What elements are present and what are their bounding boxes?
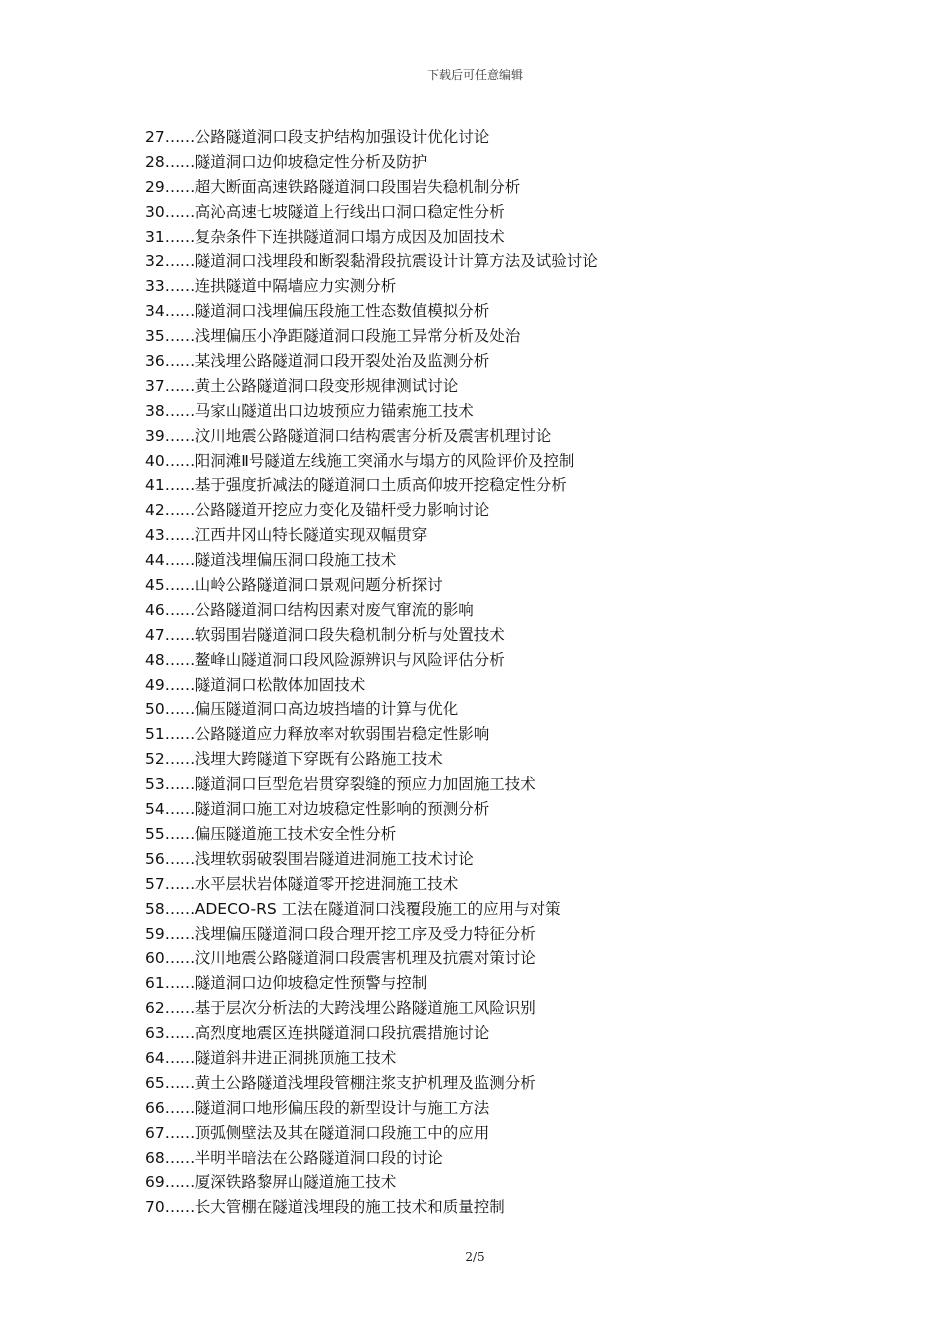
item-number: 31: [145, 227, 165, 246]
item-separator: ……: [164, 451, 195, 470]
item-number: 47: [145, 625, 165, 644]
list-item: [145, 449, 865, 474]
item-number: 70: [145, 1198, 165, 1217]
item-number: 42: [145, 501, 165, 520]
item-separator: ……: [164, 974, 195, 993]
list-item: [145, 847, 865, 872]
item-number: 27: [145, 128, 165, 146]
item-title: 汶川地震公路隧道洞口段震害机理及抗震对策讨论: [194, 949, 536, 968]
item-separator: ……: [164, 650, 195, 669]
item-title: 厦深铁路黎屏山隧道施工技术: [194, 1173, 397, 1192]
item-title: 公路隧道洞口段支护结构加强设计优化讨论: [194, 128, 490, 146]
item-title: 隧道洞口施工对边坡稳定性影响的预测分析: [194, 800, 490, 819]
item-separator: ……: [164, 874, 195, 893]
item-separator: ……: [164, 526, 195, 545]
item-separator: ……: [164, 1073, 195, 1092]
list-item: [145, 473, 865, 498]
item-separator: ……: [164, 177, 195, 196]
item-separator: ……: [164, 999, 195, 1018]
item-separator: ……: [164, 1198, 195, 1217]
item-separator: ……: [164, 700, 195, 719]
list-item: [145, 922, 865, 947]
item-number: 61: [145, 974, 165, 993]
list-item: [145, 523, 865, 548]
item-number: 57: [145, 874, 165, 893]
item-title: 长大管棚在隧道浅埋段的施工技术和质量控制: [194, 1198, 505, 1217]
reference-list: [145, 125, 865, 1220]
list-item: [145, 175, 865, 200]
item-title: 浅埋偏压隧道洞口段合理开挖工序及受力特征分析: [194, 924, 536, 943]
item-number: 65: [145, 1073, 165, 1092]
item-separator: ……: [164, 202, 195, 221]
item-number: 44: [145, 551, 165, 570]
list-item: [145, 1021, 865, 1046]
item-number: 35: [145, 327, 165, 346]
item-title: 软弱围岩隧道洞口段失稳机制分析与处置技术: [194, 625, 505, 644]
item-title: 高烈度地震区连拱隧道洞口段抗震措施讨论: [194, 1024, 490, 1043]
list-item: [145, 150, 865, 175]
item-number: 32: [145, 252, 165, 271]
item-number: 41: [145, 476, 165, 495]
item-number: 54: [145, 800, 165, 819]
item-number: 43: [145, 526, 165, 545]
item-number: 59: [145, 924, 165, 943]
list-item: [145, 225, 865, 250]
list-item: [145, 697, 865, 722]
item-number: 49: [145, 675, 165, 694]
item-title: ADECO-RS 工法在隧道洞口浅覆段施工的应用与对策: [194, 899, 561, 918]
item-separator: ……: [164, 725, 195, 744]
item-separator: ……: [164, 1123, 195, 1142]
list-item: [145, 249, 865, 274]
item-number: 69: [145, 1173, 165, 1192]
list-item: [145, 1121, 865, 1146]
item-title: 鳌峰山隧道洞口段风险源辨识与风险评估分析: [194, 650, 505, 669]
item-title: 隧道洞口边仰坡稳定性预警与控制: [194, 974, 428, 993]
item-number: 29: [145, 177, 165, 196]
page-number: 2/5: [465, 1250, 485, 1264]
item-separator: ……: [164, 1048, 195, 1067]
item-number: 45: [145, 576, 165, 595]
item-separator: ……: [164, 128, 195, 146]
list-item: [145, 374, 865, 399]
item-separator: ……: [164, 625, 195, 644]
item-number: 52: [145, 750, 165, 769]
item-title: 偏压隧道洞口高边坡挡墙的计算与优化: [194, 700, 459, 719]
list-item: [145, 548, 865, 573]
item-separator: ……: [164, 750, 195, 769]
item-title: 基于强度折减法的隧道洞口土质高仰坡开挖稳定性分析: [194, 476, 567, 495]
item-title: 隧道洞口松散体加固技术: [194, 675, 366, 694]
item-separator: ……: [164, 824, 195, 843]
item-title: 某浅埋公路隧道洞口段开裂处治及监测分析: [194, 352, 490, 371]
item-separator: ……: [164, 227, 195, 246]
item-number: 28: [145, 152, 165, 171]
item-title: 高沁高速七坡隧道上行线出口洞口稳定性分析: [194, 202, 505, 221]
item-title: 阳洞滩Ⅱ号隧道左线施工突涌水与塌方的风险评价及控制: [194, 451, 575, 470]
list-item: [145, 897, 865, 922]
item-title: 马家山隧道出口边坡预应力锚索施工技术: [194, 401, 474, 420]
item-number: 63: [145, 1024, 165, 1043]
item-separator: ……: [164, 401, 195, 420]
item-number: 66: [145, 1098, 165, 1117]
list-item: [145, 772, 865, 797]
list-item: [145, 872, 865, 897]
item-number: 58: [145, 899, 165, 918]
item-separator: ……: [164, 1148, 195, 1167]
list-item: [145, 274, 865, 299]
item-title: 连拱隧道中隔墙应力实测分析: [194, 277, 397, 296]
item-number: 38: [145, 401, 165, 420]
list-item: [145, 324, 865, 349]
list-item: [145, 598, 865, 623]
item-title: 偏压隧道施工技术安全性分析: [194, 824, 397, 843]
item-number: 51: [145, 725, 165, 744]
item-separator: ……: [164, 1098, 195, 1117]
item-number: 40: [145, 451, 165, 470]
item-number: 60: [145, 949, 165, 968]
item-title: 隧道斜井进正洞挑顶施工技术: [194, 1048, 397, 1067]
item-separator: ……: [164, 376, 195, 395]
item-separator: ……: [164, 849, 195, 868]
item-separator: ……: [164, 675, 195, 694]
item-title: 公路隧道开挖应力变化及锚杆受力影响讨论: [194, 501, 490, 520]
item-title: 隧道浅埋偏压洞口段施工技术: [194, 551, 397, 570]
item-separator: ……: [164, 949, 195, 968]
list-item: [145, 399, 865, 424]
list-item: [145, 648, 865, 673]
item-separator: ……: [164, 302, 195, 321]
list-item: [145, 1195, 865, 1220]
item-title: 黄土公路隧道洞口段变形规律测试讨论: [194, 376, 459, 395]
page-header: 下载后可任意编辑: [426, 68, 523, 82]
list-item: [145, 797, 865, 822]
item-number: 67: [145, 1123, 165, 1142]
list-item: [145, 1071, 865, 1096]
list-item: [145, 971, 865, 996]
item-separator: ……: [164, 501, 195, 520]
item-title: 浅埋大跨隧道下穿既有公路施工技术: [194, 750, 443, 769]
item-title: 超大断面高速铁路隧道洞口段围岩失稳机制分析: [194, 177, 521, 196]
item-title: 隧道洞口地形偏压段的新型设计与施工方法: [194, 1098, 490, 1117]
item-separator: ……: [164, 551, 195, 570]
item-separator: ……: [164, 476, 195, 495]
item-separator: ……: [164, 152, 195, 171]
list-item: [145, 747, 865, 772]
item-number: 53: [145, 775, 165, 794]
item-separator: ……: [164, 426, 195, 445]
item-separator: ……: [164, 352, 195, 371]
item-separator: ……: [164, 924, 195, 943]
item-separator: ……: [164, 800, 195, 819]
item-number: 50: [145, 700, 165, 719]
item-title: 基于层次分析法的大跨浅埋公路隧道施工风险识别: [194, 999, 536, 1018]
list-item: [145, 349, 865, 374]
item-number: 34: [145, 302, 165, 321]
item-separator: ……: [164, 775, 195, 794]
item-title: 公路隧道洞口结构因素对废气窜流的影响: [194, 600, 474, 619]
list-item: [145, 424, 865, 449]
list-item: [145, 299, 865, 324]
item-number: 48: [145, 650, 165, 669]
item-number: 36: [145, 352, 165, 371]
item-number: 55: [145, 824, 165, 843]
item-number: 39: [145, 426, 165, 445]
list-item: [145, 1146, 865, 1171]
item-separator: ……: [164, 277, 195, 296]
item-number: 33: [145, 277, 165, 296]
list-item: [145, 125, 865, 150]
item-number: 46: [145, 600, 165, 619]
list-item: [145, 822, 865, 847]
list-item: [145, 1046, 865, 1071]
item-title: 复杂条件下连拱隧道洞口塌方成因及加固技术: [194, 227, 505, 246]
item-number: 37: [145, 376, 165, 395]
list-item: [145, 573, 865, 598]
list-item: [145, 1096, 865, 1121]
item-number: 64: [145, 1048, 165, 1067]
list-item: [145, 946, 865, 971]
list-item: [145, 673, 865, 698]
item-title: 山岭公路隧道洞口景观问题分析探讨: [194, 576, 443, 595]
item-title: 水平层状岩体隧道零开挖进洞施工技术: [194, 874, 459, 893]
item-title: 浅埋软弱破裂围岩隧道进洞施工技术讨论: [194, 849, 474, 868]
item-title: 隧道洞口边仰坡稳定性分析及防护: [194, 152, 428, 171]
item-title: 浅埋偏压小净距隧道洞口段施工异常分析及处治: [194, 327, 521, 346]
item-separator: ……: [164, 899, 195, 918]
item-separator: ……: [164, 1024, 195, 1043]
list-item: [145, 1170, 865, 1195]
list-item: [145, 200, 865, 225]
item-number: 56: [145, 849, 165, 868]
item-number: 68: [145, 1148, 165, 1167]
item-title: 隧道洞口巨型危岩贯穿裂缝的预应力加固施工技术: [194, 775, 536, 794]
item-title: 半明半暗法在公路隧道洞口段的讨论: [194, 1148, 443, 1167]
item-number: 30: [145, 202, 165, 221]
item-separator: ……: [164, 576, 195, 595]
item-separator: ……: [164, 1173, 195, 1192]
list-item: [145, 722, 865, 747]
item-title: 汶川地震公路隧道洞口结构震害分析及震害机理讨论: [194, 426, 552, 445]
item-title: 黄土公路隧道浅埋段管棚注浆支护机理及监测分析: [194, 1073, 536, 1092]
item-title: 隧道洞口浅埋段和断裂黏滑段抗震设计计算方法及试验讨论: [194, 252, 598, 271]
item-separator: ……: [164, 600, 195, 619]
item-separator: ……: [164, 252, 195, 271]
list-item: [145, 996, 865, 1021]
item-title: 公路隧道应力释放率对软弱围岩稳定性影响: [194, 725, 490, 744]
list-item: [145, 498, 865, 523]
item-title: 隧道洞口浅埋偏压段施工性态数值模拟分析: [194, 302, 490, 321]
item-title: 顶弧侧壁法及其在隧道洞口段施工中的应用: [194, 1123, 490, 1142]
item-title: 江西井冈山特长隧道实现双幅贯穿: [194, 526, 428, 545]
list-item: [145, 623, 865, 648]
item-separator: ……: [164, 327, 195, 346]
item-number: 62: [145, 999, 165, 1018]
